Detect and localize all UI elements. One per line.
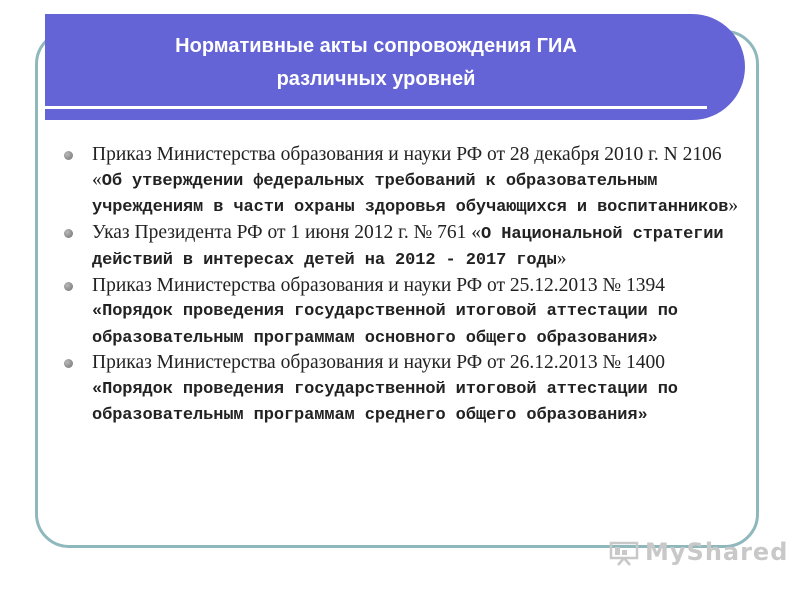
slide-title — [45, 30, 707, 96]
item-text: Приказ Министерства образования и науки РФ от 25.12.2013 № 1394 — [92, 274, 666, 296]
title-underline — [45, 106, 707, 109]
title-line-2: различных уровней — [276, 68, 476, 90]
item-bold-text: «Порядок проведения государственной итоговой аттестации по образовательным программам основного общего образования» — [92, 302, 678, 348]
list-item — [60, 351, 750, 429]
list-item — [60, 143, 750, 221]
list-item — [60, 274, 750, 352]
item-suffix: » — [728, 195, 739, 216]
item-bold-text: Об утверждении федеральных требований к образовательным учреждениям в части охраны здоровья обучающихся и воспитанников — [92, 171, 729, 217]
item-suffix: » — [556, 248, 567, 269]
item-text: Указ Президента РФ от 1 июня 2012 г. № 761 « — [92, 221, 482, 243]
item-bold-text: «Порядок проведения государственной итоговой аттестации по образовательным программам среднего общего образования» — [92, 379, 678, 425]
item-text: Приказ Министерства образования и науки РФ от 28 декабря 2010 г. N 2106 « — [92, 144, 722, 190]
regulations-list — [60, 143, 750, 429]
list-item — [60, 221, 750, 274]
item-text: Приказ Министерства образования и науки РФ от 26.12.2013 № 1400 — [92, 352, 666, 373]
bullet-icon — [64, 151, 73, 160]
bullet-icon — [64, 229, 73, 238]
bullet-icon — [64, 359, 73, 368]
watermark-text: MyShared — [645, 538, 789, 566]
bullet-icon — [64, 282, 73, 291]
title-line-1: Нормативные акты сопровождения ГИА — [175, 35, 577, 57]
presentation-board-icon — [609, 540, 639, 566]
watermark — [609, 538, 789, 574]
item-bold-text: О Национальной стратегии действий в интересах детей на 2012 - 2017 годы — [92, 224, 724, 270]
